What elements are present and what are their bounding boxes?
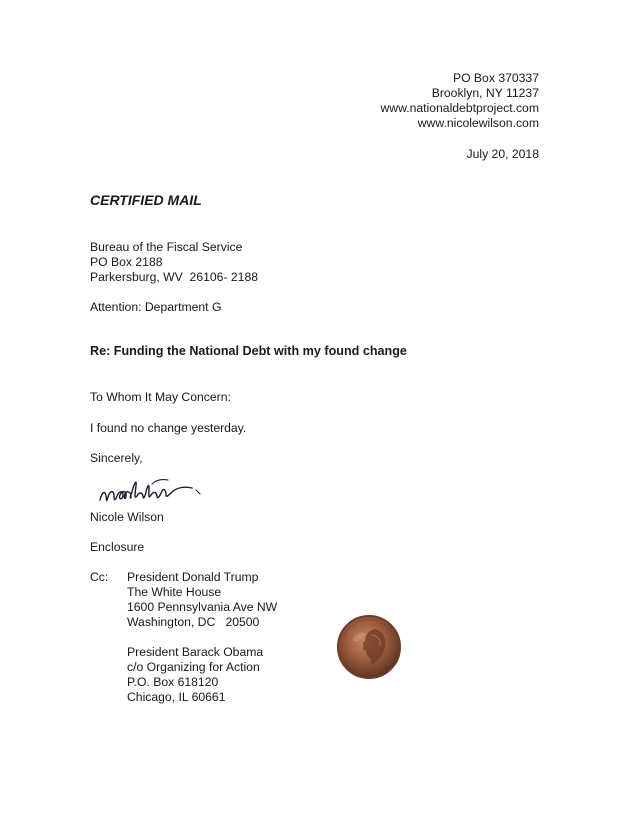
return-address-website-1: www.nationaldebtproject.com [380,101,539,115]
cc-recipient-line: Washington, DC 20500 [127,615,260,629]
penny-coin-image [335,613,403,684]
cc-recipient-trump [127,570,277,630]
signer-name: Nicole Wilson [90,510,164,524]
cc-recipient-line: Chicago, IL 60661 [127,690,226,704]
cc-recipient-line: 1600 Pennsylvania Ave NW [127,600,278,614]
return-address-po-box: PO Box 370337 [452,71,539,85]
cc-recipient-line: c/o Organizing for Action [127,660,260,674]
return-address-city: Brooklyn, NY 11237 [431,86,539,100]
cc-recipient-line: President Barack Obama [127,645,264,659]
attention-line: Attention: Department G [90,300,222,314]
handwritten-signature [96,470,226,513]
letter-body: I found no change yesterday. [90,421,247,435]
subject-line: Re: Funding the National Debt with my found change [90,344,407,358]
recipient-po-box: PO Box 2188 [90,255,163,269]
cc-recipient-line: The White House [127,585,222,599]
recipient-name: Bureau of the Fiscal Service [90,240,243,254]
enclosure-note: Enclosure [90,540,145,554]
recipient-address [90,240,258,285]
cc-recipient-line: P.O. Box 618120 [127,675,219,689]
cc-recipient-line: President Donald Trump [127,570,259,584]
return-address-website-2: www.nicolewilson.com [417,116,539,130]
letter-date: July 20, 2018 [466,147,539,161]
cc-label: Cc: [90,570,109,584]
certified-mail-heading: CERTIFIED MAIL [90,192,202,208]
return-address [380,71,539,131]
cc-recipient-obama [127,645,263,705]
closing: Sincerely, [90,451,143,465]
recipient-city: Parkersburg, WV 26106- 2188 [90,270,259,284]
salutation: To Whom It May Concern: [90,390,231,404]
